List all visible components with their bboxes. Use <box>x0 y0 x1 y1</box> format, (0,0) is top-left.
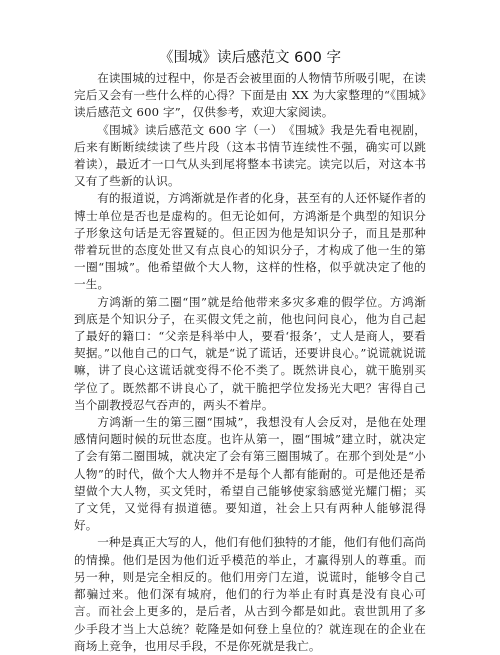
paragraph-two-kinds: 一种是真正大写的人，他们有他们独特的才能，他们有他们高尚的情操。他们是因为他们近乎模范的举止，才赢得别人的尊重。而另一种，则是完全相反的。他们用旁门左道，说谎时，能够令自己都骗过来。他们深有城府，他们的行为举止有时真是没有良心可言。而社会上更多的，是后者，从古到今都是如此。袁世凯用了多少手段才当上大总统？乾隆是如何登上皇位的？就连现在的企业在商场上竞争，也用尽手段，不是你死就是我亡。 <box>74 535 427 653</box>
paragraph-second-siege: 方鸿渐的第二圈“围”就是给他带来多灾多难的假学位。方鸿渐到底是个知识分子，在买假文凭之前，他也问问良心，他为自己起了最好的籍口：“父亲是科举中人，要看‘报条’，丈人是商人，要看契据。”以他自己的口气，就是“说了谎话，还要讲良心。”说谎就说谎嘛，讲了良心这谎话就变得不伦不类了。既然讲良心，就干脆别买学位了。既然都不讲良心了，就干脆把学位发扬光大吧？害得自己当个副教授忍气吞声的，两头不着岸。 <box>74 294 426 412</box>
document-title: 《围城》读后感范文 600 字 <box>159 50 341 66</box>
document-body <box>74 70 426 655</box>
paragraph-third-siege: 方鸿渐一生的第三圈“围城”，我想没有人会反对，是他在处理感情问题时候的玩世态度。也许从第一，圈“围城”建立时，就决定了会有第二圈围城，就决定了会有第三圈围城了。在那个到处是“小人物”的时代，做个大人物并不是每个人都有能耐的。可是他还是希望做个大人物，买文凭时，希望自己能够使家翁感觉光耀门楣；买了文凭，又觉得有损道德。要知道，社会上只有两种人能够混得好。 <box>74 415 426 533</box>
paragraph-section-one: 《围城》读后感范文 600 字（一） 《围城》我是先看电视剧，后来有断断续续读了些片段（这本书情节连续性不强，确实可以跳着读），最近才一口气从头到尾将整本书读完。读完以后，对这本书又有了些新的认识。 <box>74 122 426 189</box>
paragraph-first-siege: 有的报道说，方鸿渐就是作者的化身，甚至有的人还怀疑作者的博士单位是否也是虚构的。但无论如何，方鸿渐是个典型的知识分子形象这句话是无容置疑的。但正因为他是知识分子，而且是那种带着玩世的态度处世又有点良心的知识分子，才构成了他一生的第一圈“围城”。他希望做个大人物，这样的性格，似乎就决定了他的一生。 <box>74 191 427 292</box>
paragraph-intro: 在读围城的过程中，你是否会被里面的人物情节所吸引呢，在读完后又会有一些什么样的心得？下面是由 XX 为大家整理的“《围城》读后感范文 600 字”，仅供参考，欢迎大家阅读。 <box>74 71 427 120</box>
